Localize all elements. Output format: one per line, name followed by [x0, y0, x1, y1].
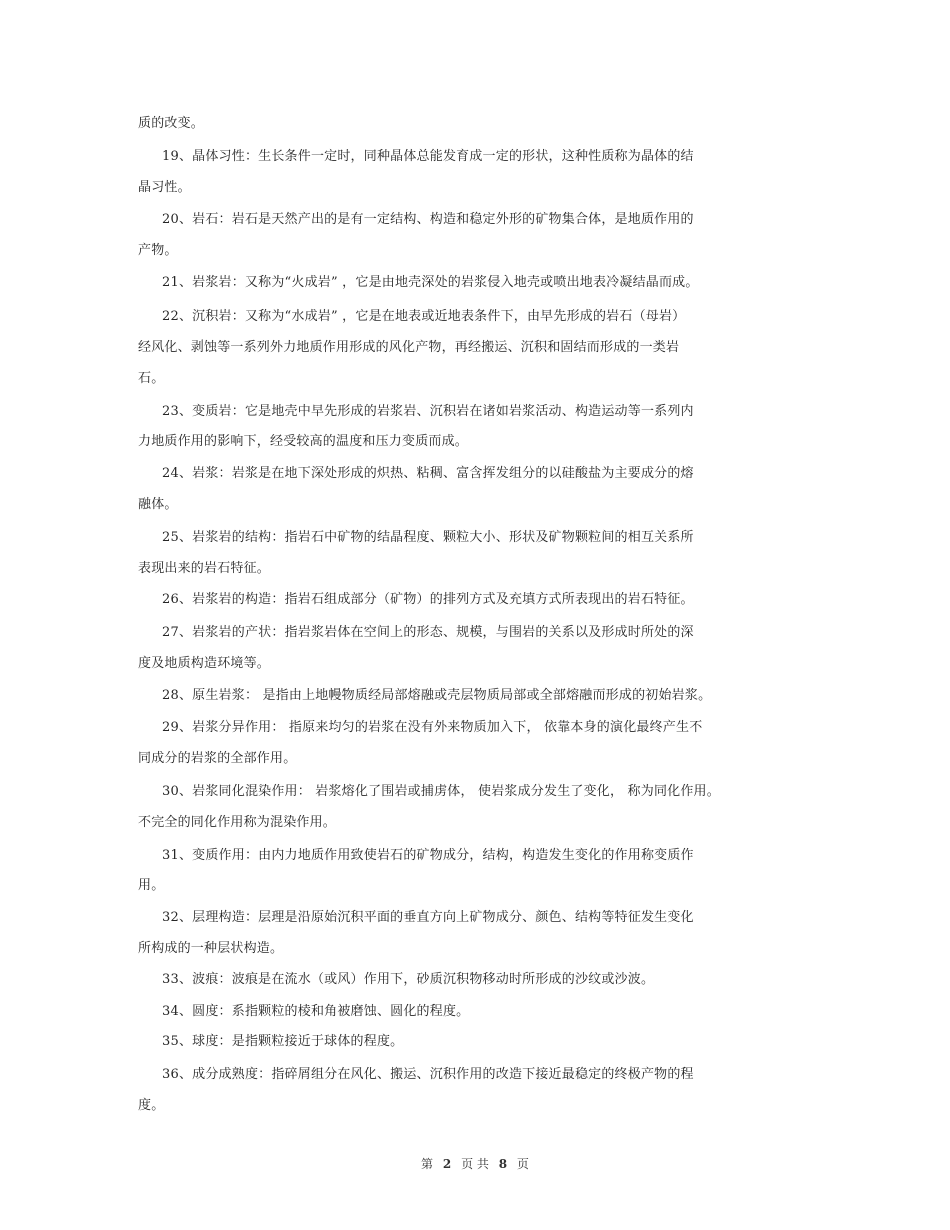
text-line: 不完全的同化作用称为混染作用。	[138, 815, 337, 830]
text-line: 25、岩浆岩的结构：指岩石中矿物的结晶程度、颗粒大小、形状及矿物颗粒间的相互关系所	[162, 530, 694, 545]
text-line: 26、岩浆岩的构造：指岩石组成部分（矿物）的排列方式及充填方式所表现出的岩石特征。	[162, 592, 694, 607]
text-line: 所构成的一种层状构造。	[138, 941, 284, 956]
text-line: 28、原生岩浆： 是指由上地幔物质经局部熔融或壳层物质局部或全部熔融而形成的初始岩浆。	[162, 688, 712, 703]
text-line: 产物。	[138, 243, 178, 258]
text-line: 力地质作用的影响下，经受较高的温度和压力变质而成。	[138, 434, 469, 449]
text-line: 34、圆度：系指颗粒的棱和角被磨蚀、圆化的程度。	[162, 1004, 470, 1019]
text-line: 22、沉积岩：又称为“水成岩” ，它是在地表或近地表条件下，由早先形成的岩石（母岩）	[162, 309, 686, 324]
text-line: 经风化、剥蚀等一系列外力地质作用形成的风化产物，再经搬运、沉积和固结而形成的一类岩	[138, 340, 680, 355]
text-line: 19、晶体习性：生长条件一定时，同种晶体总能发育成一定的形状，这种性质称为晶体的结	[162, 149, 694, 164]
current-page-number: 2	[442, 1157, 452, 1171]
text-line: 30、岩浆同化混染作用： 岩浆熔化了围岩或捕虏体， 使岩浆成分发生了变化， 称为同化作用。	[162, 784, 720, 799]
text-line: 表现出来的岩石特征。	[138, 561, 271, 576]
text-line: 同成分的岩浆的全部作用。	[138, 751, 297, 766]
footer-prefix: 第	[421, 1157, 434, 1171]
text-line: 质的改变。	[138, 116, 205, 131]
text-line: 度。	[138, 1098, 165, 1113]
text-line: 33、波痕：波痕是在流水（或风）作用下，砂质沉积物移动时所形成的沙纹或沙波。	[162, 972, 655, 987]
total-page-count: 8	[498, 1157, 508, 1171]
text-line: 32、层理构造：层理是沿原始沉积平面的垂直方向上矿物成分、颜色、结构等特征发生变化	[162, 910, 694, 925]
text-line: 27、岩浆岩的产状：指岩浆岩体在空间上的形态、规模，与围岩的关系以及形成时所处的深	[162, 625, 694, 640]
text-line: 晶习性。	[138, 180, 191, 195]
text-line: 石。	[138, 371, 165, 386]
text-line: 23、变质岩：它是地壳中早先形成的岩浆岩、沉积岩在诸如岩浆活动、构造运动等一系列内	[162, 404, 694, 419]
text-line: 融体。	[138, 497, 178, 512]
text-line: 24、岩浆：岩浆是在地下深处形成的炽热、粘稠、富含挥发组分的以硅酸盐为主要成分的熔	[162, 466, 694, 481]
page-footer	[0, 1157, 950, 1171]
text-line: 35、球度：是指颗粒接近于球体的程度。	[162, 1034, 404, 1049]
text-line: 31、变质作用：由内力地质作用致使岩石的矿物成分，结构，构造发生变化的作用称变质作	[162, 848, 694, 863]
footer-suffix: 页	[516, 1157, 529, 1171]
text-line: 29、岩浆分异作用： 指原来均匀的岩浆在没有外来物质加入下， 依靠本身的演化最终产生不	[162, 720, 703, 735]
text-line: 21、岩浆岩：又称为“火成岩” ，它是由地壳深处的岩浆侵入地壳或喷出地表冷凝结晶而成。	[162, 275, 699, 290]
text-line: 度及地质构造环境等。	[138, 656, 271, 671]
footer-middle: 页 共	[461, 1157, 489, 1171]
text-line: 20、岩石：岩石是天然产出的是有一定结构、构造和稳定外形的矿物集合体，是地质作用的	[162, 212, 694, 227]
text-line: 用。	[138, 878, 165, 893]
text-line: 36、成分成熟度：指碎屑组分在风化、搬运、沉积作用的改造下接近最稳定的终极产物的程	[162, 1067, 694, 1082]
